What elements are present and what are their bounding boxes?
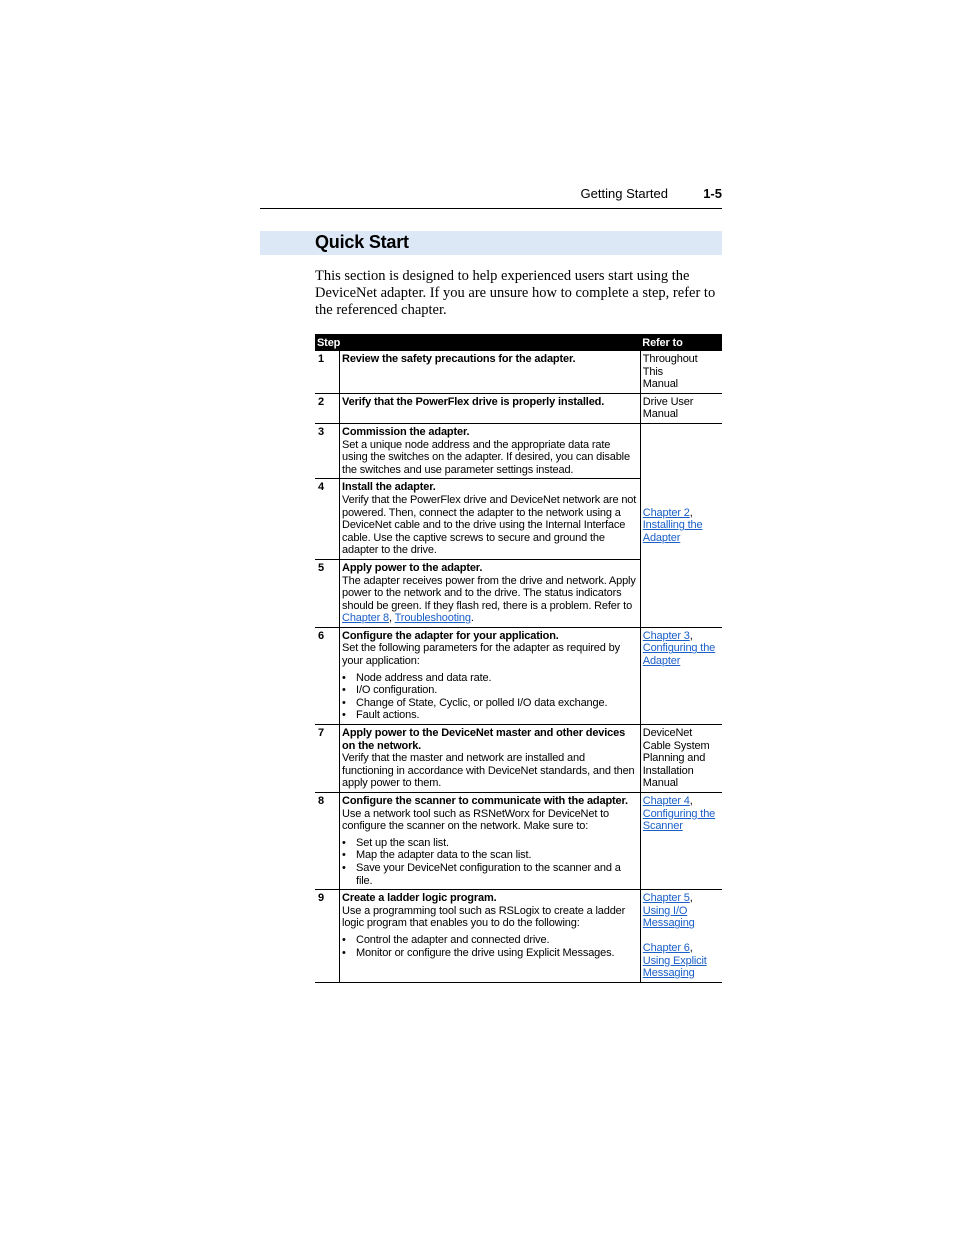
column-header-step: Step — [315, 334, 640, 351]
configuring-the-adapter-link[interactable]: Configuring the — [642, 642, 716, 655]
step-title: Configure the scanner to communicate with the adapter. — [342, 795, 628, 807]
reference-spacer — [643, 930, 720, 942]
configuring-the-adapter-link-cont[interactable]: Adapter — [642, 655, 681, 668]
bullet-list — [342, 934, 638, 959]
chapter-4-link[interactable]: Chapter 4 — [642, 795, 690, 807]
column-header-refer-to: Refer to — [640, 334, 722, 351]
reference-text: Manual — [642, 408, 678, 421]
section-heading-band — [260, 231, 722, 255]
table-header-row — [315, 334, 722, 351]
body-separator: , — [389, 612, 395, 625]
step-number: 8 — [315, 793, 340, 890]
table-row — [315, 725, 722, 793]
table-row — [315, 393, 722, 423]
header-page-number: 1-5 — [703, 186, 722, 201]
step-title: Commission the adapter. — [342, 425, 470, 438]
list-item: • Set up the scan list. — [342, 837, 638, 850]
reference-text: Cable System — [642, 739, 710, 752]
reference-separator: , — [689, 506, 693, 519]
step-body: Verify that the master and network are installed and functioning in accordance with DeviceNet standards, and then apply power to them. — [342, 752, 635, 790]
table-row — [315, 793, 722, 890]
step-reference — [640, 890, 722, 983]
reference-text: Drive User — [642, 395, 694, 408]
list-item: • Save your DeviceNet configuration to the scanner and a file. — [342, 862, 638, 887]
running-header — [260, 182, 722, 209]
step-body: The adapter receives power from the drive and network. Apply power to the network and to the drive. The status indicators should be green. If they flash red, there is a problem. Refer to — [342, 574, 636, 612]
step-body: Set a unique node address and the appropriate data rate using the switches on the adapter. If desired, you can disable the switches and use parameter settings instead. — [342, 438, 630, 476]
step-reference-merged — [640, 423, 722, 627]
table-row — [315, 423, 722, 478]
configuring-the-scanner-link-cont[interactable]: Scanner — [642, 820, 683, 833]
chapter-8-link[interactable]: Chapter 8 — [342, 612, 390, 625]
list-item: • Monitor or configure the drive using Explicit Messages. — [342, 947, 638, 960]
installing-the-adapter-link[interactable]: Installing the — [642, 519, 703, 532]
step-description — [340, 559, 641, 627]
step-title: Review the safety precautions for the adapter. — [342, 353, 576, 365]
step-title: Create a ladder logic program. — [342, 892, 497, 905]
section-title: Quick Start — [315, 232, 409, 252]
using-io-messaging-link-cont[interactable]: Messaging — [642, 917, 695, 930]
step-title: Install the adapter. — [342, 481, 436, 494]
step-number: 1 — [315, 351, 340, 393]
step-number: 4 — [315, 479, 340, 560]
step-description — [340, 890, 641, 983]
table-row — [315, 890, 722, 983]
step-reference — [640, 351, 722, 393]
reference-text: Planning and — [642, 752, 706, 765]
list-item: • Fault actions. — [342, 709, 638, 722]
list-item: • I/O configuration. — [342, 684, 638, 697]
step-title: Verify that the PowerFlex drive is properly installed. — [342, 395, 605, 408]
step-reference — [640, 725, 722, 793]
table-row — [315, 627, 722, 724]
reference-separator: , — [689, 941, 693, 954]
using-io-messaging-link[interactable]: Using I/O — [642, 904, 688, 917]
list-item: • Node address and data rate. — [342, 672, 638, 685]
step-title: Apply power to the DeviceNet master and other devices on the network. — [342, 727, 626, 752]
step-description — [340, 423, 641, 478]
chapter-6-link[interactable]: Chapter 6 — [642, 941, 690, 954]
reference-text: DeviceNet — [642, 727, 693, 740]
configuring-the-scanner-link[interactable]: Configuring the — [642, 807, 716, 820]
intro-paragraph: This section is designed to help experienced users start using the DeviceNet adapter. If you are unsure how to complete a step, refer to the referenced chapter. — [315, 268, 716, 318]
step-description — [340, 627, 641, 724]
step-description — [340, 479, 641, 560]
reference-separator: , — [689, 629, 693, 642]
step-description — [340, 393, 641, 423]
reference-separator: , — [689, 892, 693, 905]
using-explicit-messaging-link-cont[interactable]: Messaging — [642, 967, 695, 980]
body-end: . — [470, 612, 474, 625]
step-number: 7 — [315, 725, 340, 793]
table-row — [315, 351, 722, 393]
bullet-list — [342, 837, 638, 887]
step-title: Configure the adapter for your application. — [342, 629, 559, 642]
reference-text: Manual — [642, 378, 678, 391]
header-section-name: Getting Started — [580, 186, 668, 201]
step-reference — [640, 793, 722, 890]
step-number: 3 — [315, 423, 340, 478]
reference-text: Installation — [642, 764, 694, 777]
step-description — [340, 793, 641, 890]
chapter-5-link[interactable]: Chapter 5 — [642, 892, 690, 905]
list-item: • Change of State, Cyclic, or polled I/O data exchange. — [342, 697, 638, 710]
bullet-list — [342, 672, 638, 722]
chapter-3-link[interactable]: Chapter 3 — [642, 629, 690, 642]
step-reference — [640, 627, 722, 724]
using-explicit-messaging-link[interactable]: Using Explicit — [642, 954, 707, 967]
reference-text: Throughout This — [642, 353, 698, 378]
troubleshooting-link[interactable]: Troubleshooting — [394, 612, 471, 625]
step-body: Set the following parameters for the adapter as required by your application: — [342, 642, 620, 668]
reference-separator: , — [689, 795, 693, 807]
step-reference — [640, 393, 722, 423]
list-item: • Map the adapter data to the scan list. — [342, 849, 638, 862]
step-number: 2 — [315, 393, 340, 423]
list-item: • Control the adapter and connected drive. — [342, 934, 638, 947]
step-description — [340, 351, 641, 393]
step-number: 5 — [315, 559, 340, 627]
step-title: Apply power to the adapter. — [342, 561, 483, 574]
installing-the-adapter-link-cont[interactable]: Adapter — [642, 531, 681, 544]
chapter-2-link[interactable]: Chapter 2 — [642, 506, 690, 519]
step-body: Verify that the PowerFlex drive and DeviceNet network are not powered. Then, connect the adapter to the network using a DeviceNet cable and to the drive using the Internal Interface cable. Use the captive screws to secure and ground the adapter to the drive. — [342, 493, 637, 557]
quick-start-table — [315, 334, 722, 983]
step-body: Use a network tool such as RSNetWorx for DeviceNet to configure the scanner on the network. Make sure to: — [342, 807, 610, 833]
step-number: 9 — [315, 890, 340, 983]
reference-text: Manual — [642, 777, 678, 790]
step-body: Use a programming tool such as RSLogix to create a ladder logic program that enables you to do the following: — [342, 904, 626, 930]
step-number: 6 — [315, 627, 340, 724]
step-description — [340, 725, 641, 793]
